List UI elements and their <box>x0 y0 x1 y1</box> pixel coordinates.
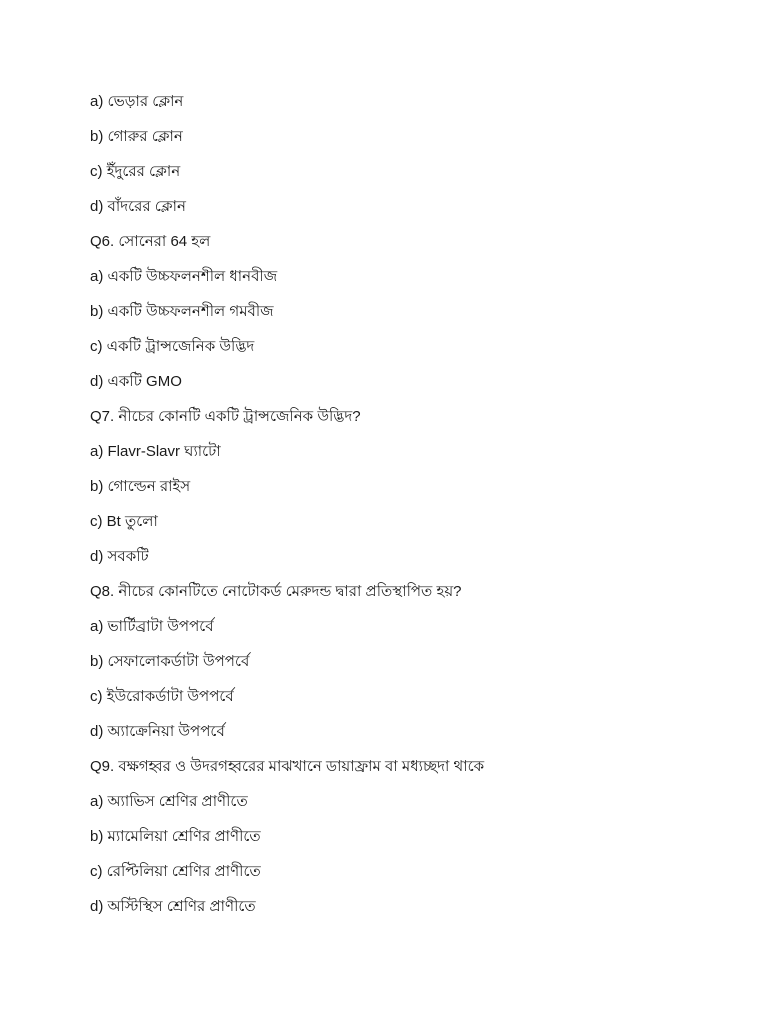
document-page <box>90 90 730 930</box>
option-q8-c: c) ইউরোকর্ডাটা উপপর্বে <box>90 688 234 705</box>
option-q7-c: c) Bt তুলো <box>90 513 158 530</box>
option-q9-b: b) ম্যামেলিয়া শ্রেণির প্রাণীতে <box>90 828 261 845</box>
option-q7-d: d) সবকটি <box>90 548 149 565</box>
option-q6-a: a) একটি উচ্চফলনশীল ধানবীজ <box>90 268 278 285</box>
option-q9-d: d) অস্টিস্থিস শ্রেণির প্রাণীতে <box>90 898 256 915</box>
question-q6: Q6. সোনেরা 64 হল <box>90 233 211 250</box>
option-q6-b: b) একটি উচ্চফলনশীল গমবীজ <box>90 303 274 320</box>
option-q6-d: d) একটি GMO <box>90 373 182 390</box>
option-q8-d: d) অ্যাক্রেনিয়া উপপর্বে <box>90 723 225 740</box>
option-q9-c: c) রেপ্টিলিয়া শ্রেণির প্রাণীতে <box>90 863 261 880</box>
option-q5-a: a) ভেড়ার ক্লোন <box>90 93 184 110</box>
option-q9-a: a) অ্যাভিস শ্রেণির প্রাণীতে <box>90 793 248 810</box>
question-q8: Q8. নীচের কোনটিতে নোটোকর্ড মেরুদন্ড দ্বারা প্রতিস্থাপিত হয়? <box>90 583 462 600</box>
option-q7-a: a) Flavr-Slavr ঘ্যাটো <box>90 443 221 460</box>
option-q5-c: c) ইঁদুরের ক্লোন <box>90 163 181 180</box>
option-q5-d: d) বাঁদরের ক্লোন <box>90 198 186 215</box>
option-q6-c: c) একটি ট্রান্সজেনিক উদ্ভিদ <box>90 338 255 355</box>
question-q7: Q7. নীচের কোনটি একটি ট্রান্সজেনিক উদ্ভিদ? <box>90 408 361 425</box>
question-q9: Q9. বক্ষগহ্বর ও উদরগহ্বরের মাঝখানে ডায়াফ্রাম বা মধ্যচ্ছদা থাকে <box>90 758 485 775</box>
option-q5-b: b) গোরুর ক্লোন <box>90 128 183 145</box>
option-q7-b: b) গোল্ডেন রাইস <box>90 478 191 495</box>
option-q8-b: b) সেফালোকর্ডাটা উপপর্বে <box>90 653 250 670</box>
option-q8-a: a) ভার্টিব্রাটা উপপর্বে <box>90 618 214 635</box>
